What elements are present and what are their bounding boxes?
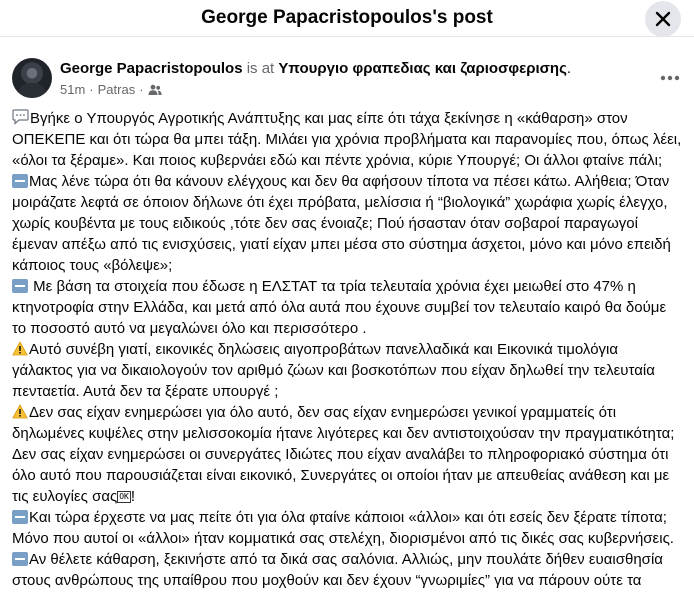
post-time[interactable]: 51m <box>60 82 86 97</box>
location-link[interactable]: Υπουργιο φραπεδιας και ζαριοσφερισης <box>278 60 567 77</box>
heavy-minus-icon <box>12 510 28 524</box>
paragraph-6-text: Και τώρα έρχεστε να μας πείτε ότι για όλα φταίνε κάποιοι «άλλοι» και ότι εσείς δεν ξέρατε τίποτα; Μόνο που αυτοί οι «άλλοι» ήταν κομματικά σας στελέχη, διορισμένοι από τις δικές σας κυβερνήσεις. <box>12 509 674 547</box>
post-meta <box>60 82 162 97</box>
dialog-title: George Papacristopoulos's post <box>201 7 493 28</box>
close-button[interactable] <box>645 1 681 37</box>
author-name-link[interactable]: George Papacristopoulos <box>60 60 243 77</box>
post-paragraph-6 <box>12 507 682 549</box>
author-line <box>60 60 571 77</box>
warning-icon <box>12 341 28 356</box>
speech-bubble-icon <box>12 109 29 125</box>
paragraph-3-text: Με βάση τα στοιχεία που έδωσε η ΕΛΣΤΑΤ τα τρία τελευταία χρόνια έχει μειωθεί στο 47% η κτηνοτροφία στην Ελλάδα, και μετά από όλα αυτά που έχουνε συμβεί τον τελευταίο καιρό θα δούμε το ποσοστό αυτό να μεγαλώνει όλο και περισσότερο . <box>12 278 667 337</box>
paragraph-4-text: Αυτό συνέβη γιατί, εικονικές δηλώσεις αιγοπροβάτων πανελλαδικά και Εικονικά τιμολόγια γάλακτος για να δικαιολογούν τον αριθμό ζώων και βοσκοτόπων που είχαν δηλωθεί την τελευταία πενταετία. Αυτά δεν τα ξέρατε υπουργέ ; <box>12 341 655 400</box>
paragraph-7-text: Αν θέλετε κάθαρση, ξεκινήστε από τα δικά σας σαλόνια. Αλλιώς, μην πουλάτε δήθεν ευαισθησία στους ανθρώπους της υπαίθρου που μοχθούν και δεν έχουν “γνωριμίες” για να πάρουν ούτε τα <box>12 551 663 589</box>
avatar-figure <box>18 83 46 98</box>
post-paragraph-7 <box>12 549 682 591</box>
avatar[interactable] <box>12 58 52 98</box>
heavy-minus-icon <box>12 174 28 188</box>
post-paragraph-5 <box>12 402 682 507</box>
friends-audience-icon[interactable] <box>148 84 162 96</box>
post-text <box>12 108 682 591</box>
author-line-period: . <box>566 60 572 77</box>
post-author-row <box>12 58 682 102</box>
more-options-button[interactable] <box>656 64 684 92</box>
close-icon <box>655 11 671 27</box>
warning-icon <box>12 404 28 419</box>
paragraph-2-text: Μας λένε τώρα ότι θα κάνουν ελέγχους και δεν θα αφήσουν τίποτα να πέσει κάτω. Αλήθεια; Όταν μοιράζατε λεφτά σε όποιον δήλωνε ότι έχει πρόβατα, μελίσσια ή “βιολογικά” χωράφια χωρίς έλεγχο, χωρίς κουβέντα με τους ειδικούς ,τότε δεν σας ένοιαζε; Πού ήσασταν όταν σοβαροί παραγωγοί έμεναν απέξω από τις ενισχύσεις, γιατί είχαν μπει μέσα στο σύστημα άσχετοι, μόνο και μόνο επειδή κάποιος τους «βόλεψε»; <box>12 173 671 274</box>
post-dialog-header <box>0 0 694 37</box>
meta-separator: · <box>89 82 94 97</box>
post-place[interactable]: Patras <box>97 82 136 97</box>
more-options-icon <box>660 75 680 81</box>
heavy-minus-icon <box>12 279 28 293</box>
post-paragraph-3 <box>12 276 682 339</box>
paragraph-1-text: Βγήκε ο Υπουργός Αγροτικής Ανάπτυξης και μας είπε ότι τάχα ξεκίνησε η «κάθαρση» στον ΟΠΕΚΕΠΕ και ότι τώρα θα μπει τάξη. Μιλάει για χρόνια προβλήματα και παρανομίες που, όπως λέει, «όλοι τα ξέραμε». Και ποιος κυβερνάει εδώ και πέντε χρόνια, κύριε Υπουργέ; Οι άλλοι φταίνε πάλι; <box>12 110 682 169</box>
post-paragraph-2 <box>12 171 682 276</box>
paragraph-5-text: Δεν σας είχαν ενημερώσει για όλο αυτό, δεν σας είχαν ενημερώσει γενικοί γραμματείς ότι δηλωμένες κυψέλες στην μελισσοκομία ήτανε λιγότερες και δεν αντιστοιχούσαν την πραγματικότητα; Δεν σας είχαν ενημερώσει οι συνεργάτες Ιδιώτες που είχαν αναλάβει το πληροφοριακό σύστημα ότι όλο αυτό που παρουσιάζεται είναι εικονικό, Συνεργάτες οι οποίοι ήταν με απευθείας ανάθεση και με τις ευλογίες σας <box>12 404 675 505</box>
paragraph-5-end: ! <box>130 488 136 505</box>
post-paragraph-4 <box>12 339 682 402</box>
meta-separator-2: · <box>139 82 144 97</box>
ok-button-icon: OK <box>119 492 129 501</box>
heavy-minus-icon <box>12 552 28 566</box>
is-at-text: is at <box>246 60 275 77</box>
post-paragraph-1 <box>12 108 682 171</box>
